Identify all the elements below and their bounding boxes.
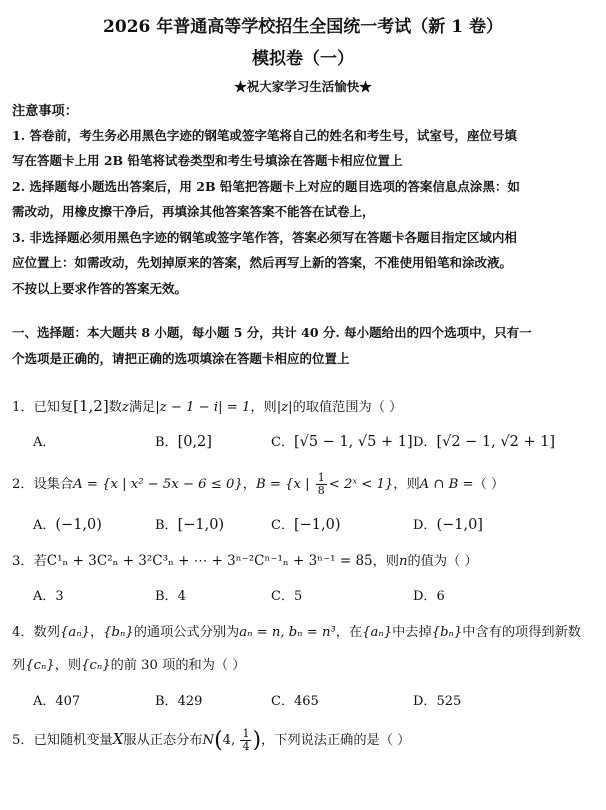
q2-option-c-value: [−1,0) bbox=[293, 517, 341, 533]
question-1-stem bbox=[12, 396, 402, 415]
notice-heading: 注意事项： bbox=[12, 104, 78, 119]
q4-seq-a2: {aₙ} bbox=[362, 625, 393, 640]
q2-option-c[interactable] bbox=[271, 514, 340, 533]
q2-set-b-rest: < 2ˣ < 1} bbox=[328, 477, 394, 492]
q3-option-b-label: B． bbox=[155, 589, 178, 604]
q2-set-a: A = {x | x² − 5x − 6 ≤ 0} bbox=[73, 477, 243, 492]
q4-option-c[interactable] bbox=[271, 690, 319, 709]
q3-option-d-label: D． bbox=[413, 589, 437, 604]
q5-text-c: ，下列说法正确的是（ ） bbox=[261, 733, 411, 748]
q4-option-b-label: B． bbox=[155, 694, 178, 709]
q5-param1: 4, bbox=[222, 733, 236, 748]
q1-option-a[interactable] bbox=[33, 431, 55, 450]
question-3-stem bbox=[12, 550, 478, 569]
exam-title: 2026 年普通高等学校招生全国统一考试（新 1 卷） bbox=[103, 17, 503, 37]
q3-option-c-label: C． bbox=[271, 589, 294, 604]
q1-text-b: 数 bbox=[108, 400, 122, 415]
q2-text-b: ，则 bbox=[393, 477, 420, 492]
q1-abs-z: |z| bbox=[276, 400, 293, 415]
q2-option-d-value: (−1,0] bbox=[436, 517, 483, 533]
q3-option-b[interactable] bbox=[155, 585, 186, 604]
q1-option-c[interactable] bbox=[271, 431, 413, 450]
question-4-stem-line2 bbox=[12, 654, 245, 673]
q3-var-n: n bbox=[399, 554, 408, 569]
q4-option-d-label: D． bbox=[413, 694, 437, 709]
q4-option-a-value: 407 bbox=[55, 694, 81, 709]
q2-option-a-value: (−1,0) bbox=[55, 517, 102, 533]
q4-text-b: 的通项公式分别为 bbox=[133, 625, 240, 640]
q1-option-d-value: [√2 − 1, √2 + 1] bbox=[436, 434, 556, 450]
question-5-stem bbox=[12, 728, 410, 753]
q4-text-d: 中去掉 bbox=[392, 625, 432, 640]
q4-option-b[interactable] bbox=[155, 690, 202, 709]
q5-text-a: 5．已知随机变量 bbox=[12, 733, 113, 748]
notice-item3-line2: 应位置上：如需改动，先划掉原来的答案，然后再写上新的答案，不准使用铅笔和涂改液。 bbox=[12, 255, 513, 270]
q4-option-b-value: 429 bbox=[177, 694, 203, 709]
q4-seq-b2: {bₙ} bbox=[431, 625, 463, 640]
q5-fraction bbox=[240, 728, 251, 753]
motto: ★祝大家学习生活愉快★ bbox=[234, 79, 372, 94]
q1-option-a-label: A． bbox=[33, 435, 56, 450]
q3-option-d-value: 6 bbox=[436, 589, 445, 604]
q2-intersection: A ∩ B = bbox=[419, 477, 474, 492]
q1-option-d-label: D． bbox=[413, 435, 437, 450]
exam-subtitle: 模拟卷（一） bbox=[252, 49, 354, 69]
q1-text-d: ，则 bbox=[250, 400, 277, 415]
q5-var-x: X bbox=[112, 730, 124, 748]
q2-option-d[interactable] bbox=[413, 514, 483, 533]
q4-option-d-value: 525 bbox=[436, 694, 462, 709]
section1-line1: 一、选择题：本大题共 8 小题，每小题 5 分，共计 40 分. 每小题给出的四个选项中，只有一 bbox=[12, 325, 532, 340]
q4-seq-b: {bₙ} bbox=[103, 625, 134, 640]
q2-text-a: 2．设集合 bbox=[12, 477, 74, 492]
q4-text-c: ，在 bbox=[335, 625, 363, 640]
q3-option-c[interactable] bbox=[271, 585, 302, 604]
q4-line2-a: 列 bbox=[12, 658, 26, 673]
notice-item2-line1: 2. 选择题每小题选出答案后，用 2B 铅笔把答题卡上对应的题目选项的答案信息点涂黑：如 bbox=[12, 179, 520, 194]
q5-dist-n: N bbox=[202, 733, 215, 748]
notice-item1-line2: 写在答题卡上用 2B 铅笔将试卷类型和考生号填涂在答题卡相应位置上 bbox=[12, 153, 403, 168]
q4-option-d[interactable] bbox=[413, 690, 461, 709]
q1-option-d[interactable] bbox=[413, 431, 555, 450]
section1-line2: 个选项是正确的，请把正确的选项填涂在答题卡相应的位置上 bbox=[12, 351, 350, 366]
q2-option-b-label: B． bbox=[155, 518, 178, 533]
q4-formula: aₙ = n, bₙ = n³ bbox=[239, 625, 336, 640]
notice-item2-line2: 需改动，用橡皮擦干净后，再填涂其他答案答案不能答在试卷上， bbox=[12, 204, 375, 219]
q5-fraction-num: 1 bbox=[242, 727, 250, 740]
q5-text-b: 服从正态分布 bbox=[123, 733, 203, 748]
q4-text-a: 4．数列 bbox=[12, 625, 60, 640]
q1-option-b-label: B． bbox=[155, 435, 178, 450]
q2-option-a[interactable] bbox=[33, 514, 102, 533]
question-4-stem-line1 bbox=[12, 621, 581, 640]
q2-option-b-value: [−1,0) bbox=[177, 517, 225, 533]
q3-expression: C¹ₙ + 3C²ₙ + 3²C³ₙ + ⋯ + 3ⁿ⁻²Cⁿ⁻¹ₙ + 3ⁿ⁻¹ = 85 bbox=[46, 553, 373, 569]
q1-var-z: z bbox=[121, 400, 129, 415]
q2-text-c: （ ） bbox=[473, 477, 505, 492]
q5-fraction-den: 4 bbox=[242, 740, 250, 753]
q4-line2-c: 的前 30 项的和为（ ） bbox=[110, 658, 246, 673]
q3-option-a[interactable] bbox=[33, 585, 64, 604]
q2-option-c-label: C． bbox=[271, 518, 294, 533]
q4-option-c-label: C． bbox=[271, 694, 294, 709]
q4-sep: ， bbox=[89, 625, 104, 640]
q5-open-paren: ( bbox=[214, 728, 223, 753]
q1-text-a: 1．已知复 bbox=[12, 400, 74, 415]
q4-seq-c: {cₙ} bbox=[25, 658, 55, 673]
notice-item3-line1: 3. 非选择题必须用黑色字迹的钢笔或签字笔作答，答案必须写在答题卡各题目指定区域内相 bbox=[12, 230, 517, 245]
q4-seq-c2: {cₙ} bbox=[81, 658, 111, 673]
q2-comma: ， bbox=[242, 477, 256, 492]
q2-option-b[interactable] bbox=[155, 514, 224, 533]
q1-text-c: 满足 bbox=[128, 400, 156, 415]
notice-item1-line1: 1. 答卷前，考生务必用黑色字迹的钢笔或签字笔将自己的姓名和考生号，试室号，座位号填 bbox=[12, 128, 517, 143]
q2-option-a-label: A． bbox=[33, 518, 56, 533]
q3-text-c: 的值为（ ） bbox=[407, 554, 478, 569]
q1-equation: |z − 1 − i| = 1 bbox=[155, 400, 251, 415]
q3-option-b-value: 4 bbox=[177, 589, 186, 604]
q2-fraction bbox=[316, 472, 327, 497]
q3-option-a-value: 3 bbox=[55, 589, 64, 604]
q2-option-d-label: D． bbox=[413, 518, 437, 533]
q4-option-a[interactable] bbox=[33, 690, 80, 709]
q3-text-a: 3．若 bbox=[12, 554, 47, 569]
notice-item3-line3: 不按以上要求作答的答案无效。 bbox=[12, 281, 188, 296]
q4-text-e: 中含有的项得到新数 bbox=[462, 625, 581, 640]
q3-option-d[interactable] bbox=[413, 585, 445, 604]
q2-fraction-den: 8 bbox=[317, 484, 325, 497]
q2-fraction-num: 1 bbox=[317, 471, 325, 484]
q3-option-c-value: 5 bbox=[293, 589, 303, 604]
q1-option-c-value: [√5 − 1, √5 + 1] bbox=[293, 434, 413, 450]
q4-line2-b: ，则 bbox=[54, 658, 82, 673]
q4-option-a-label: A． bbox=[33, 694, 56, 709]
q3-option-a-label: A． bbox=[33, 589, 56, 604]
q4-seq-a: {aₙ} bbox=[59, 625, 90, 640]
q4-option-c-value: 465 bbox=[293, 694, 319, 709]
q1-option-b[interactable] bbox=[155, 431, 212, 450]
q1-option-c-label: C． bbox=[271, 435, 294, 450]
q5-close-paren: ) bbox=[252, 728, 262, 753]
question-2-stem bbox=[12, 472, 504, 497]
q1-interval: [1,2] bbox=[73, 397, 109, 415]
q3-text-b: ，则 bbox=[372, 554, 399, 569]
q2-set-b-lhs: B = {x | bbox=[255, 477, 310, 492]
q1-option-b-value: [0,2] bbox=[177, 434, 212, 450]
q1-text-e: 的取值范围为（ ） bbox=[292, 400, 403, 415]
